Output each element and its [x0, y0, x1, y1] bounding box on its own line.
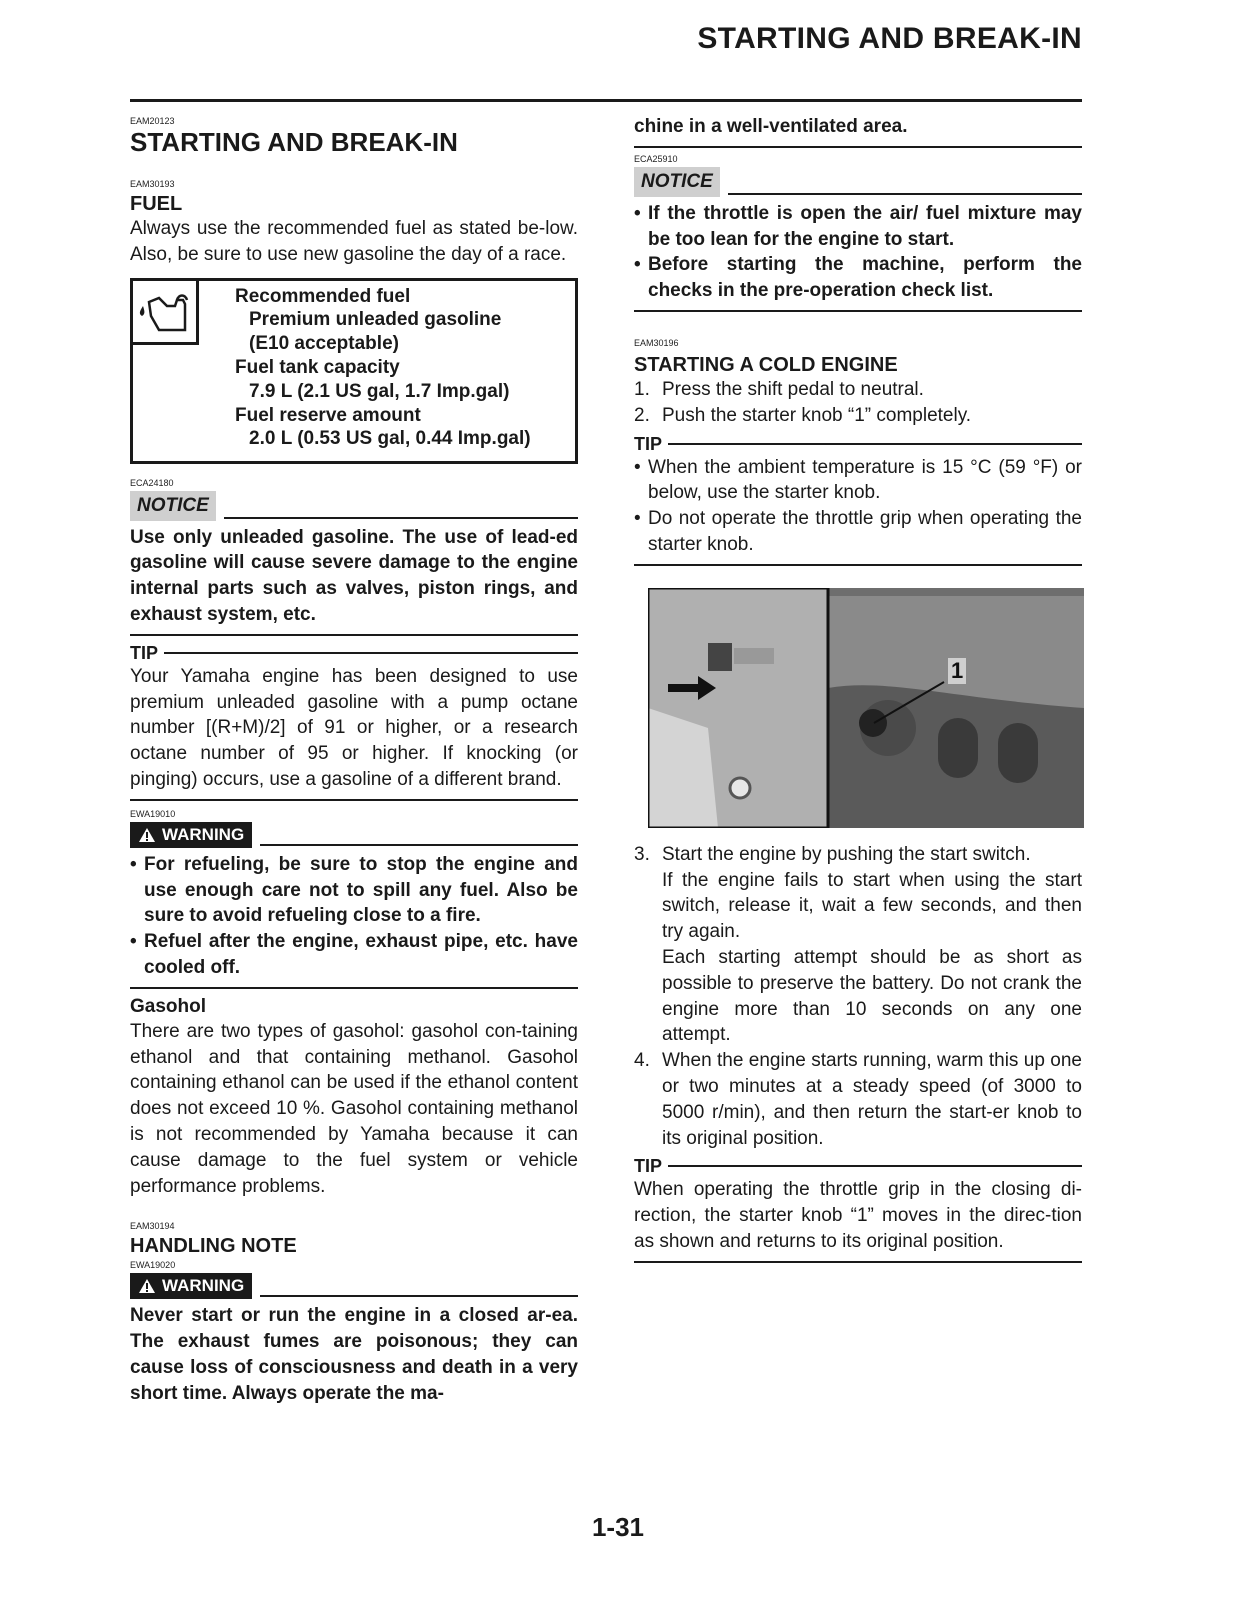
spec-value: (E10 acceptable): [249, 333, 399, 355]
warning-header: [130, 822, 578, 848]
tip-header: [634, 433, 1082, 455]
fuel-spec-box: [130, 278, 578, 464]
section-code: ECA25910: [634, 153, 678, 164]
divider: [130, 987, 578, 989]
section-title: STARTING AND BREAK-IN: [130, 127, 458, 157]
list-item: 4. When the engine starts running, warm this up one or two minutes at a steady speed (of 3000 to 5000 r/min), and then return the start-er knob to its original position.: [634, 1050, 1082, 1149]
spec-label: Fuel reserve amount: [235, 404, 421, 426]
section-code: EAM30194: [130, 1221, 175, 1232]
divider: [634, 146, 1082, 148]
list-item: 3. Start the engine by pushing the start switch. If the engine fails to start when using the start switch, release it, wait a few seconds, and then try again. Each starting attempt should be as short as possible to preserve the battery. Do not crank the engine more than 10 seconds on any one attempt.: [634, 843, 1082, 1046]
page-header-title: STARTING AND BREAK-IN: [697, 22, 1082, 55]
gasohol-text: There are two types of gasohol: gasohol con-taining ethanol and that containing methanol. Gasohol containing ethanol can be used if the ethanol content does not exceed 10 %. Gasohol containing methanol is not recommended by Yamaha because it can cause damage to the fuel system or vehicle performance problems.: [130, 1020, 578, 1197]
tip-list: [634, 455, 1082, 558]
tip-header: [130, 642, 578, 664]
warning-list: [130, 852, 578, 981]
list-item: • Do not operate the throttle grip when operating the starter knob.: [634, 506, 1082, 558]
steps-list-continued: [634, 842, 1082, 1152]
section-code: EAM30193: [130, 179, 175, 189]
page-number: 1-31: [591, 1512, 645, 1542]
right-column: [634, 104, 1082, 1263]
list-item: • When the ambient temperature is 15 °C (59 °F) or below, use the starter knob.: [634, 455, 1082, 507]
starter-knob-photo: [648, 588, 1084, 828]
notice-list: [634, 201, 1082, 304]
tip-header: [634, 1155, 1082, 1177]
divider: [634, 310, 1082, 312]
divider: [130, 634, 578, 636]
list-item: • Before starting the machine, perform the checks in the pre-operation check list.: [634, 252, 1082, 304]
handling-heading: HANDLING NOTE: [130, 1235, 297, 1258]
warning-header: [130, 1273, 578, 1299]
spec-value: 7.9 L (2.1 US gal, 1.7 Imp.gal): [249, 380, 510, 402]
section-code: EAM20123: [130, 116, 175, 126]
photo-callout: 1: [948, 658, 966, 684]
warning-label: WARNING: [162, 824, 245, 844]
notice-text: Use only unleaded gasoline. The use of lead-ed gasoline will cause severe damage to the engine internal parts such as valves, piston rings, and exhaust system, etc.: [130, 526, 578, 625]
spec-value: Premium unleaded gasoline: [249, 309, 502, 331]
cold-engine-heading: STARTING A COLD ENGINE: [634, 353, 898, 376]
list-item: • Refuel after the engine, exhaust pipe, etc. have cooled off.: [130, 929, 578, 981]
gasohol-heading: Gasohol: [130, 995, 207, 1017]
fuel-spec-text: [199, 281, 531, 461]
section-code: EWA19020: [130, 1260, 176, 1271]
fuel-can-icon: [133, 281, 199, 345]
section-code: ECA24180: [130, 477, 174, 488]
divider: [130, 799, 578, 801]
notice-header: [634, 167, 1082, 197]
warning-badge: [130, 1273, 252, 1299]
divider: [634, 564, 1082, 566]
spec-label: Recommended fuel: [235, 285, 411, 307]
steps-list: [634, 377, 1082, 429]
fuel-text: Always use the recommended fuel as stated be-low. Also, be sure to use new gasoline the day of a race.: [130, 218, 578, 265]
list-item: 2. Push the starter knob “1” completely.: [634, 404, 972, 426]
left-column: [130, 104, 578, 1407]
notice-header: [130, 491, 578, 521]
warning-triangle-icon: [138, 1278, 156, 1294]
tip-text: Your Yamaha engine has been designed to use premium unleaded gasoline with a pump octane number [(R+M)/2] of 91 or higher, or a research octane number of 95 or higher. If knocking (or pinging) occurs, use a gasoline of a different brand.: [130, 665, 578, 790]
section-code: EWA19010: [130, 808, 176, 819]
header-rule: [130, 99, 1082, 102]
list-item: • For refueling, be sure to stop the engine and use enough care not to spill any fuel. Also be sure to avoid refueling close to a fire.: [130, 852, 578, 929]
tip-label: TIP: [634, 1156, 663, 1177]
list-item: 1. Press the shift pedal to neutral.: [634, 378, 924, 400]
warning-continued-text: chine in a well-ventilated area.: [634, 116, 908, 137]
fuel-heading: FUEL: [130, 193, 183, 215]
divider: [634, 1261, 1082, 1263]
notice-badge: NOTICE: [634, 167, 720, 197]
notice-badge: NOTICE: [130, 491, 216, 521]
tip-label: TIP: [130, 642, 159, 663]
tip-text: When operating the throttle grip in the closing di-rection, the starter knob “1” moves in the direc-tion as shown and returns to its original position.: [634, 1179, 1082, 1252]
section-code: EAM30196: [634, 337, 679, 348]
warning-triangle-icon: [138, 827, 156, 843]
list-item: • If the throttle is open the air/ fuel mixture may be too lean for the engine to start.: [634, 201, 1082, 253]
spec-label: Fuel tank capacity: [235, 356, 400, 378]
warning-badge: [130, 822, 252, 848]
warning-label: WARNING: [162, 1276, 245, 1296]
tip-label: TIP: [634, 433, 663, 454]
spec-value: 2.0 L (0.53 US gal, 0.44 Imp.gal): [249, 428, 531, 450]
warning-text: Never start or run the engine in a closed ar-ea. The exhaust fumes are poisonous; they can cause loss of consciousness and death in a very short time. Always operate the ma-: [130, 1305, 578, 1404]
